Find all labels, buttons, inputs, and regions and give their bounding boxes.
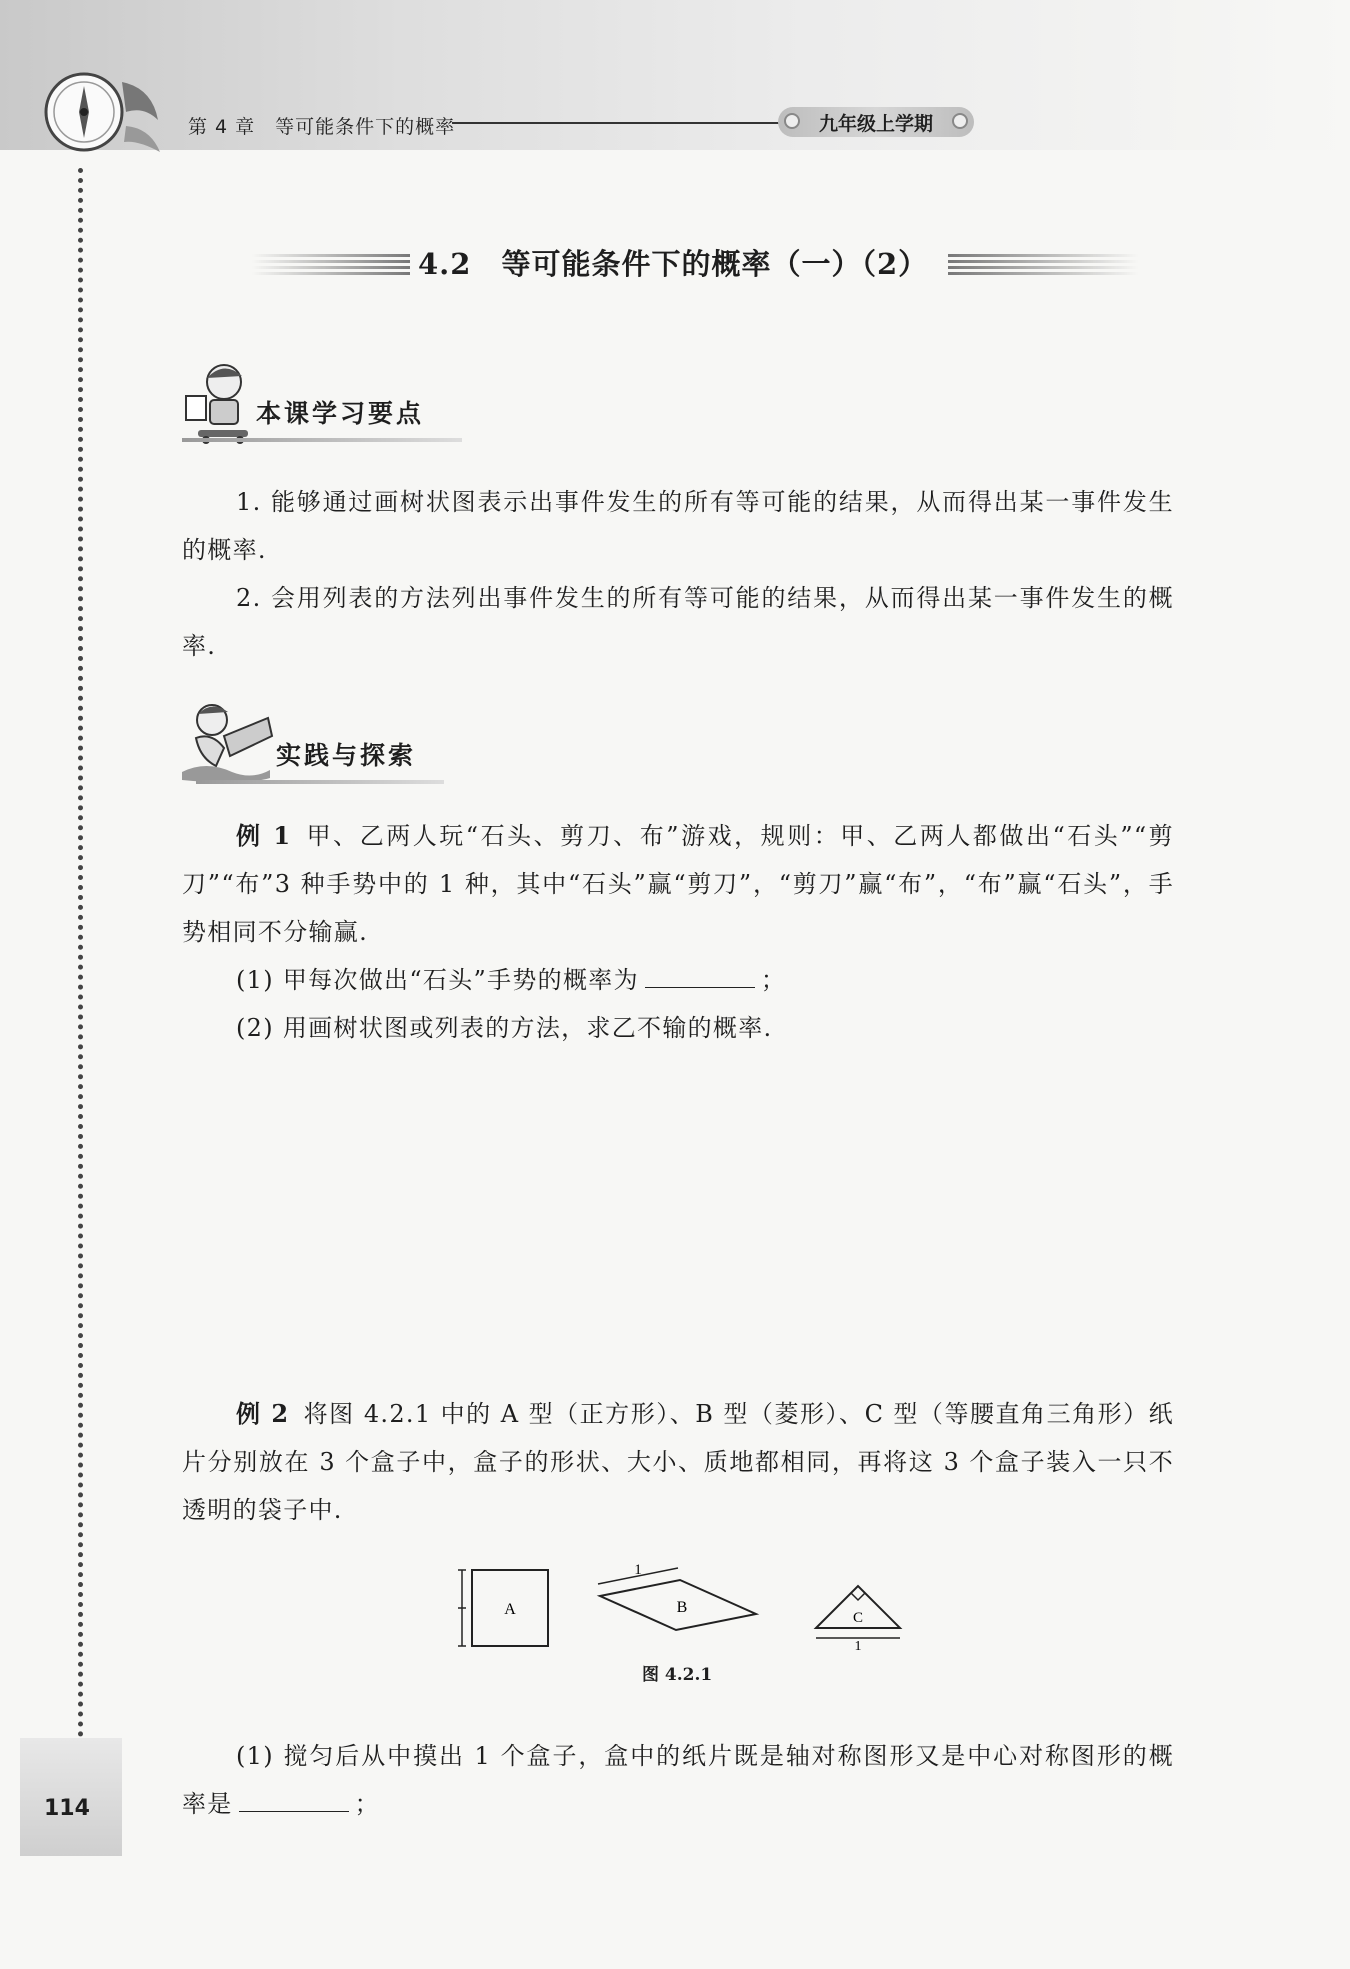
triangle-c-shape — [816, 1586, 900, 1654]
page-number: 114 — [44, 1796, 90, 1821]
rhombus-side-label: 1 — [634, 1562, 642, 1578]
title-decor-right — [948, 254, 1138, 276]
question-text: (1) 甲每次做出“石头”手势的概率为 — [236, 966, 639, 994]
example-1-label: 例 1 — [236, 821, 292, 850]
boy-surfing-eraser-icon — [182, 700, 274, 786]
title-decor-left — [252, 254, 410, 276]
square-label: A — [504, 1601, 516, 1618]
example-2-question-1 — [182, 1732, 1174, 1828]
key-point-1: 1. 能够通过画树状图表示出事件发生的所有等可能的结果，从而得出某一事件发生的概率. — [182, 488, 1174, 564]
pill-right-dot-icon — [952, 113, 968, 129]
header-divider — [452, 122, 782, 124]
section-heading-label: 本课学习要点 — [256, 399, 425, 428]
example-1-question-2: (2) 用画树状图或列表的方法，求乙不输的概率. — [236, 1014, 773, 1042]
section-heading-label: 实践与探索 — [276, 741, 417, 770]
compass-logo-icon — [40, 62, 170, 162]
rhombus-b-shape — [598, 1562, 756, 1630]
heading-underline — [196, 780, 444, 784]
rhombus-label: B — [676, 1599, 688, 1616]
grade-label: 九年级上学期 — [818, 112, 933, 135]
boy-reading-icon — [182, 360, 262, 444]
example-1-statement — [182, 812, 1174, 956]
question-text: (1) 搅匀后从中摸出 1 个盒子，盒中的纸片既是轴对称图形又是中心对称图形的概率是 — [182, 1742, 1174, 1818]
example-2-text: 将图 4.2.1 中的 A 型（正方形）、B 型（菱形）、C 型（等腰直角三角形）纸片分别放在 3 个盒子中，盒子的形状、大小、质地都相同，再将这 3 个盒子装入一只不透明的袋子中. — [182, 1400, 1174, 1524]
heading-underline — [182, 438, 462, 442]
lesson-title-bar — [252, 240, 1142, 290]
answer-blank[interactable] — [239, 1785, 349, 1812]
example-1-question-1 — [182, 956, 1174, 1004]
lesson-title: 4.2 等可能条件下的概率（一）（2） — [418, 247, 929, 281]
example-1-text: 甲、乙两人玩“石头、剪刀、布”游戏，规则：甲、乙两人都做出“石头”“剪刀”“布”3 种手势中的 1 种，其中“石头”赢“剪刀”，“剪刀”赢“布”，“布”赢“石头”，手势相同不分输赢. — [182, 822, 1174, 946]
margin-dotted-line — [78, 168, 83, 1738]
question-end: ； — [760, 966, 787, 994]
example-2-label: 例 2 — [236, 1399, 290, 1428]
grade-badge — [778, 107, 974, 137]
chapter-title: 第 4 章 等可能条件下的概率 — [188, 116, 456, 138]
square-a-shape — [458, 1570, 548, 1646]
triangle-label: C — [852, 1610, 864, 1626]
figure-caption: 图 4.2.1 — [642, 1665, 713, 1685]
question-end: ； — [354, 1790, 380, 1818]
section-heading-practice — [182, 700, 444, 780]
key-point-2: 2. 会用列表的方法列出事件发生的所有等可能的结果，从而得出某一事件发生的概率. — [182, 584, 1174, 660]
answer-blank[interactable] — [645, 961, 755, 988]
pill-left-dot-icon — [784, 113, 800, 129]
triangle-base-label: 1 — [854, 1639, 862, 1654]
example-2-statement — [182, 1390, 1174, 1534]
section-heading-key-points — [182, 360, 462, 440]
